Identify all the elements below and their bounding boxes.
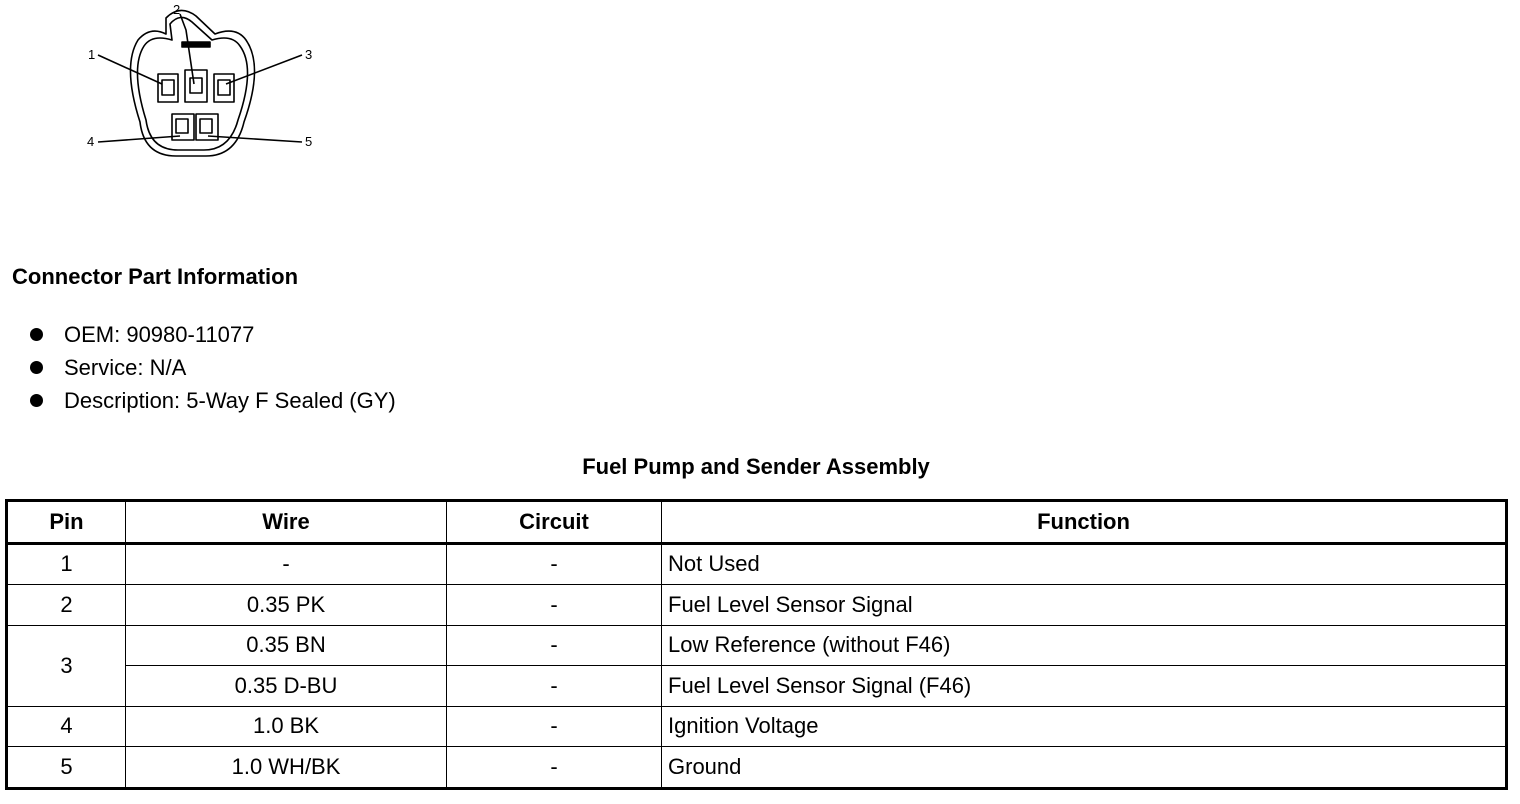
pin-table bbox=[5, 499, 1508, 790]
connector-info-list bbox=[26, 318, 396, 417]
description: Description: 5-Way F Sealed (GY) bbox=[64, 388, 396, 413]
cell-wire: 0.35 BN bbox=[126, 625, 447, 666]
header-function: Function bbox=[662, 501, 1507, 544]
list-item bbox=[26, 351, 396, 384]
table-row bbox=[7, 543, 1507, 585]
list-item bbox=[26, 384, 396, 417]
bullet-icon bbox=[30, 328, 43, 341]
cell-circuit: - bbox=[447, 747, 662, 789]
table-row bbox=[7, 706, 1507, 747]
leader-line-2 bbox=[180, 14, 194, 84]
table-row bbox=[7, 585, 1507, 626]
pin-label-5: 5 bbox=[305, 134, 313, 149]
cell-wire: 0.35 D-BU bbox=[126, 666, 447, 707]
table-row bbox=[7, 747, 1507, 789]
leader-line-5 bbox=[208, 136, 302, 142]
cell-circuit: - bbox=[447, 706, 662, 747]
cell-pin: 5 bbox=[7, 747, 126, 789]
pin-label-4: 4 bbox=[87, 134, 95, 149]
connector-diagram bbox=[0, 0, 340, 170]
leader-line-4 bbox=[98, 136, 180, 142]
cell-function: Ignition Voltage bbox=[662, 706, 1507, 747]
connector-housing-outer bbox=[130, 10, 254, 156]
pin-label-1: 1 bbox=[88, 47, 96, 62]
connector-info-heading: Connector Part Information bbox=[12, 264, 299, 289]
cell-circuit: - bbox=[447, 543, 662, 585]
cell-circuit: - bbox=[447, 666, 662, 707]
bullet-icon bbox=[30, 394, 43, 407]
connector-latch bbox=[182, 42, 210, 47]
connector-housing-inner bbox=[137, 17, 247, 150]
table-header-row bbox=[7, 501, 1507, 544]
bullet-icon bbox=[30, 361, 43, 374]
table-row bbox=[7, 625, 1507, 666]
cavity-3 bbox=[214, 74, 234, 102]
table-row bbox=[7, 666, 1507, 707]
cell-function: Ground bbox=[662, 747, 1507, 789]
cell-pin: 4 bbox=[7, 706, 126, 747]
header-pin: Pin bbox=[7, 501, 126, 544]
list-item bbox=[26, 318, 396, 351]
cell-wire: - bbox=[126, 543, 447, 585]
cell-function: Fuel Level Sensor Signal bbox=[662, 585, 1507, 626]
cell-function: Fuel Level Sensor Signal (F46) bbox=[662, 666, 1507, 707]
cavity-2 bbox=[185, 70, 207, 102]
cell-circuit: - bbox=[447, 585, 662, 626]
header-circuit: Circuit bbox=[447, 501, 662, 544]
cell-wire: 0.35 PK bbox=[126, 585, 447, 626]
cell-function: Low Reference (without F46) bbox=[662, 625, 1507, 666]
leader-line-1 bbox=[98, 55, 162, 84]
cell-circuit: - bbox=[447, 625, 662, 666]
cell-pin: 1 bbox=[7, 543, 126, 585]
cell-function: Not Used bbox=[662, 543, 1507, 585]
leader-line-3 bbox=[226, 55, 302, 84]
pin-label-2: 2 bbox=[173, 2, 181, 17]
cell-pin: 2 bbox=[7, 585, 126, 626]
cell-wire: 1.0 BK bbox=[126, 706, 447, 747]
service-part: Service: N/A bbox=[64, 355, 187, 380]
cell-pin: 3 bbox=[7, 625, 126, 706]
cell-wire: 1.0 WH/BK bbox=[126, 747, 447, 789]
cavity-1 bbox=[158, 74, 178, 102]
oem-part: OEM: 90980-11077 bbox=[64, 322, 255, 347]
table-caption: Fuel Pump and Sender Assembly bbox=[582, 454, 930, 479]
pin-label-3: 3 bbox=[305, 47, 313, 62]
header-wire: Wire bbox=[126, 501, 447, 544]
